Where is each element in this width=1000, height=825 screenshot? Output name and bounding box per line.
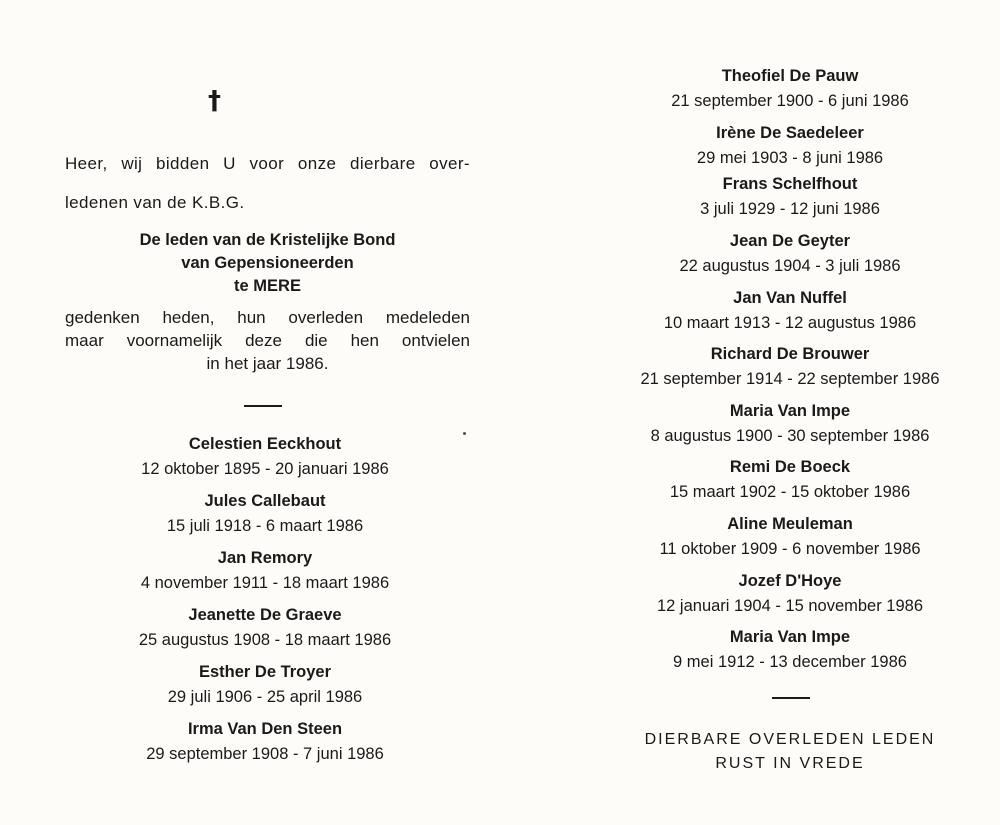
deceased-entry (80, 491, 450, 536)
deceased-name: Remi De Boeck (729, 458, 851, 476)
deceased-entry (600, 66, 980, 111)
deceased-dates: 12 januari 1904 - 15 november 1986 (656, 597, 924, 615)
deceased-name: Jan Van Nuffel (733, 289, 847, 307)
deceased-dates: 8 augustus 1900 - 30 september 1986 (650, 427, 930, 445)
deceased-dates: 9 mei 1912 - 13 december 1986 (673, 653, 907, 671)
deceased-entry (600, 344, 980, 389)
deceased-dates: 21 september 1914 - 22 september 1986 (640, 370, 940, 388)
deceased-entry (80, 605, 450, 650)
closing-text (600, 728, 980, 776)
deceased-name: Esther De Troyer (198, 663, 332, 681)
text-line-2: maar voornamelijk deze die hen ontvielen (65, 331, 470, 350)
deceased-name: Aline Meuleman (727, 515, 853, 533)
deceased-name: Jeanette De Graeve (188, 606, 342, 624)
closing-line-1: DIERBARE OVERLEDEN LEDEN (644, 731, 936, 748)
deceased-name: Irma Van Den Steen (187, 720, 343, 738)
deceased-name: Celestien Eeckhout (188, 435, 342, 453)
deceased-dates: 21 september 1900 - 6 juni 1986 (671, 92, 909, 110)
prayer-line-1: Heer, wij bidden U voor onze dierbare over- (65, 154, 470, 173)
deceased-dates: 15 juli 1918 - 6 maart 1986 (166, 517, 364, 535)
divider-left (244, 405, 282, 407)
deceased-dates: 12 oktober 1895 - 20 januari 1986 (141, 460, 389, 478)
deceased-name: Maria Van Impe (729, 628, 851, 646)
org-line-1: De leden van de Kristelijke Bond (139, 231, 396, 249)
deceased-entry (80, 434, 450, 479)
deceased-name: Jean De Geyter (729, 232, 851, 250)
deceased-entry (600, 457, 980, 502)
deceased-name: Maria Van Impe (729, 402, 851, 420)
deceased-name: Theofiel De Pauw (721, 67, 859, 85)
text-line-1: gedenken heden, hun overleden medeleden (65, 308, 470, 327)
closing-line-2: RUST IN VREDE (715, 755, 865, 772)
deceased-dates: 10 maart 1913 - 12 augustus 1986 (663, 314, 917, 332)
deceased-name: Irène De Saedeleer (716, 124, 864, 142)
deceased-entry (600, 174, 980, 219)
deceased-name: Frans Schelfhout (722, 175, 858, 193)
deceased-dates: 4 november 1911 - 18 maart 1986 (140, 574, 390, 592)
divider-right (772, 697, 810, 699)
deceased-entry (600, 401, 980, 446)
deceased-dates: 3 juli 1929 - 12 juni 1986 (700, 200, 880, 218)
org-line-3: te MERE (234, 277, 301, 295)
deceased-entry (600, 123, 980, 168)
deceased-dates: 25 augustus 1908 - 18 maart 1986 (138, 631, 392, 649)
deceased-entry (80, 719, 450, 764)
cross-symbol: † (208, 86, 221, 116)
organization-block (65, 229, 470, 298)
deceased-dates: 29 september 1908 - 7 juni 1986 (146, 745, 384, 763)
text-line-3: in het jaar 1986. (206, 354, 329, 373)
deceased-name: Jan Remory (217, 549, 313, 567)
deceased-entry (600, 514, 980, 559)
deceased-name: Richard De Brouwer (710, 345, 870, 363)
deceased-entry (600, 627, 980, 672)
deceased-dates: 15 maart 1902 - 15 oktober 1986 (669, 483, 911, 501)
org-line-2: van Gepensioneerden (181, 254, 354, 272)
deceased-entry (80, 662, 450, 707)
deceased-dates: 11 oktober 1909 - 6 november 1986 (659, 540, 921, 558)
deceased-entry (600, 231, 980, 276)
deceased-dates: 29 mei 1903 - 8 juni 1986 (696, 149, 884, 167)
remembrance-text (65, 306, 470, 375)
deceased-name: Jules Callebaut (204, 492, 326, 510)
speck (463, 432, 466, 435)
prayer-line-2: ledenen van de K.B.G. (65, 193, 245, 212)
deceased-entry (80, 548, 450, 593)
deceased-entry (600, 571, 980, 616)
deceased-entry (600, 288, 980, 333)
deceased-dates: 29 juli 1906 - 25 april 1986 (167, 688, 363, 706)
deceased-name: Jozef D'Hoye (738, 572, 842, 590)
deceased-dates: 22 augustus 1904 - 3 juli 1986 (679, 257, 901, 275)
